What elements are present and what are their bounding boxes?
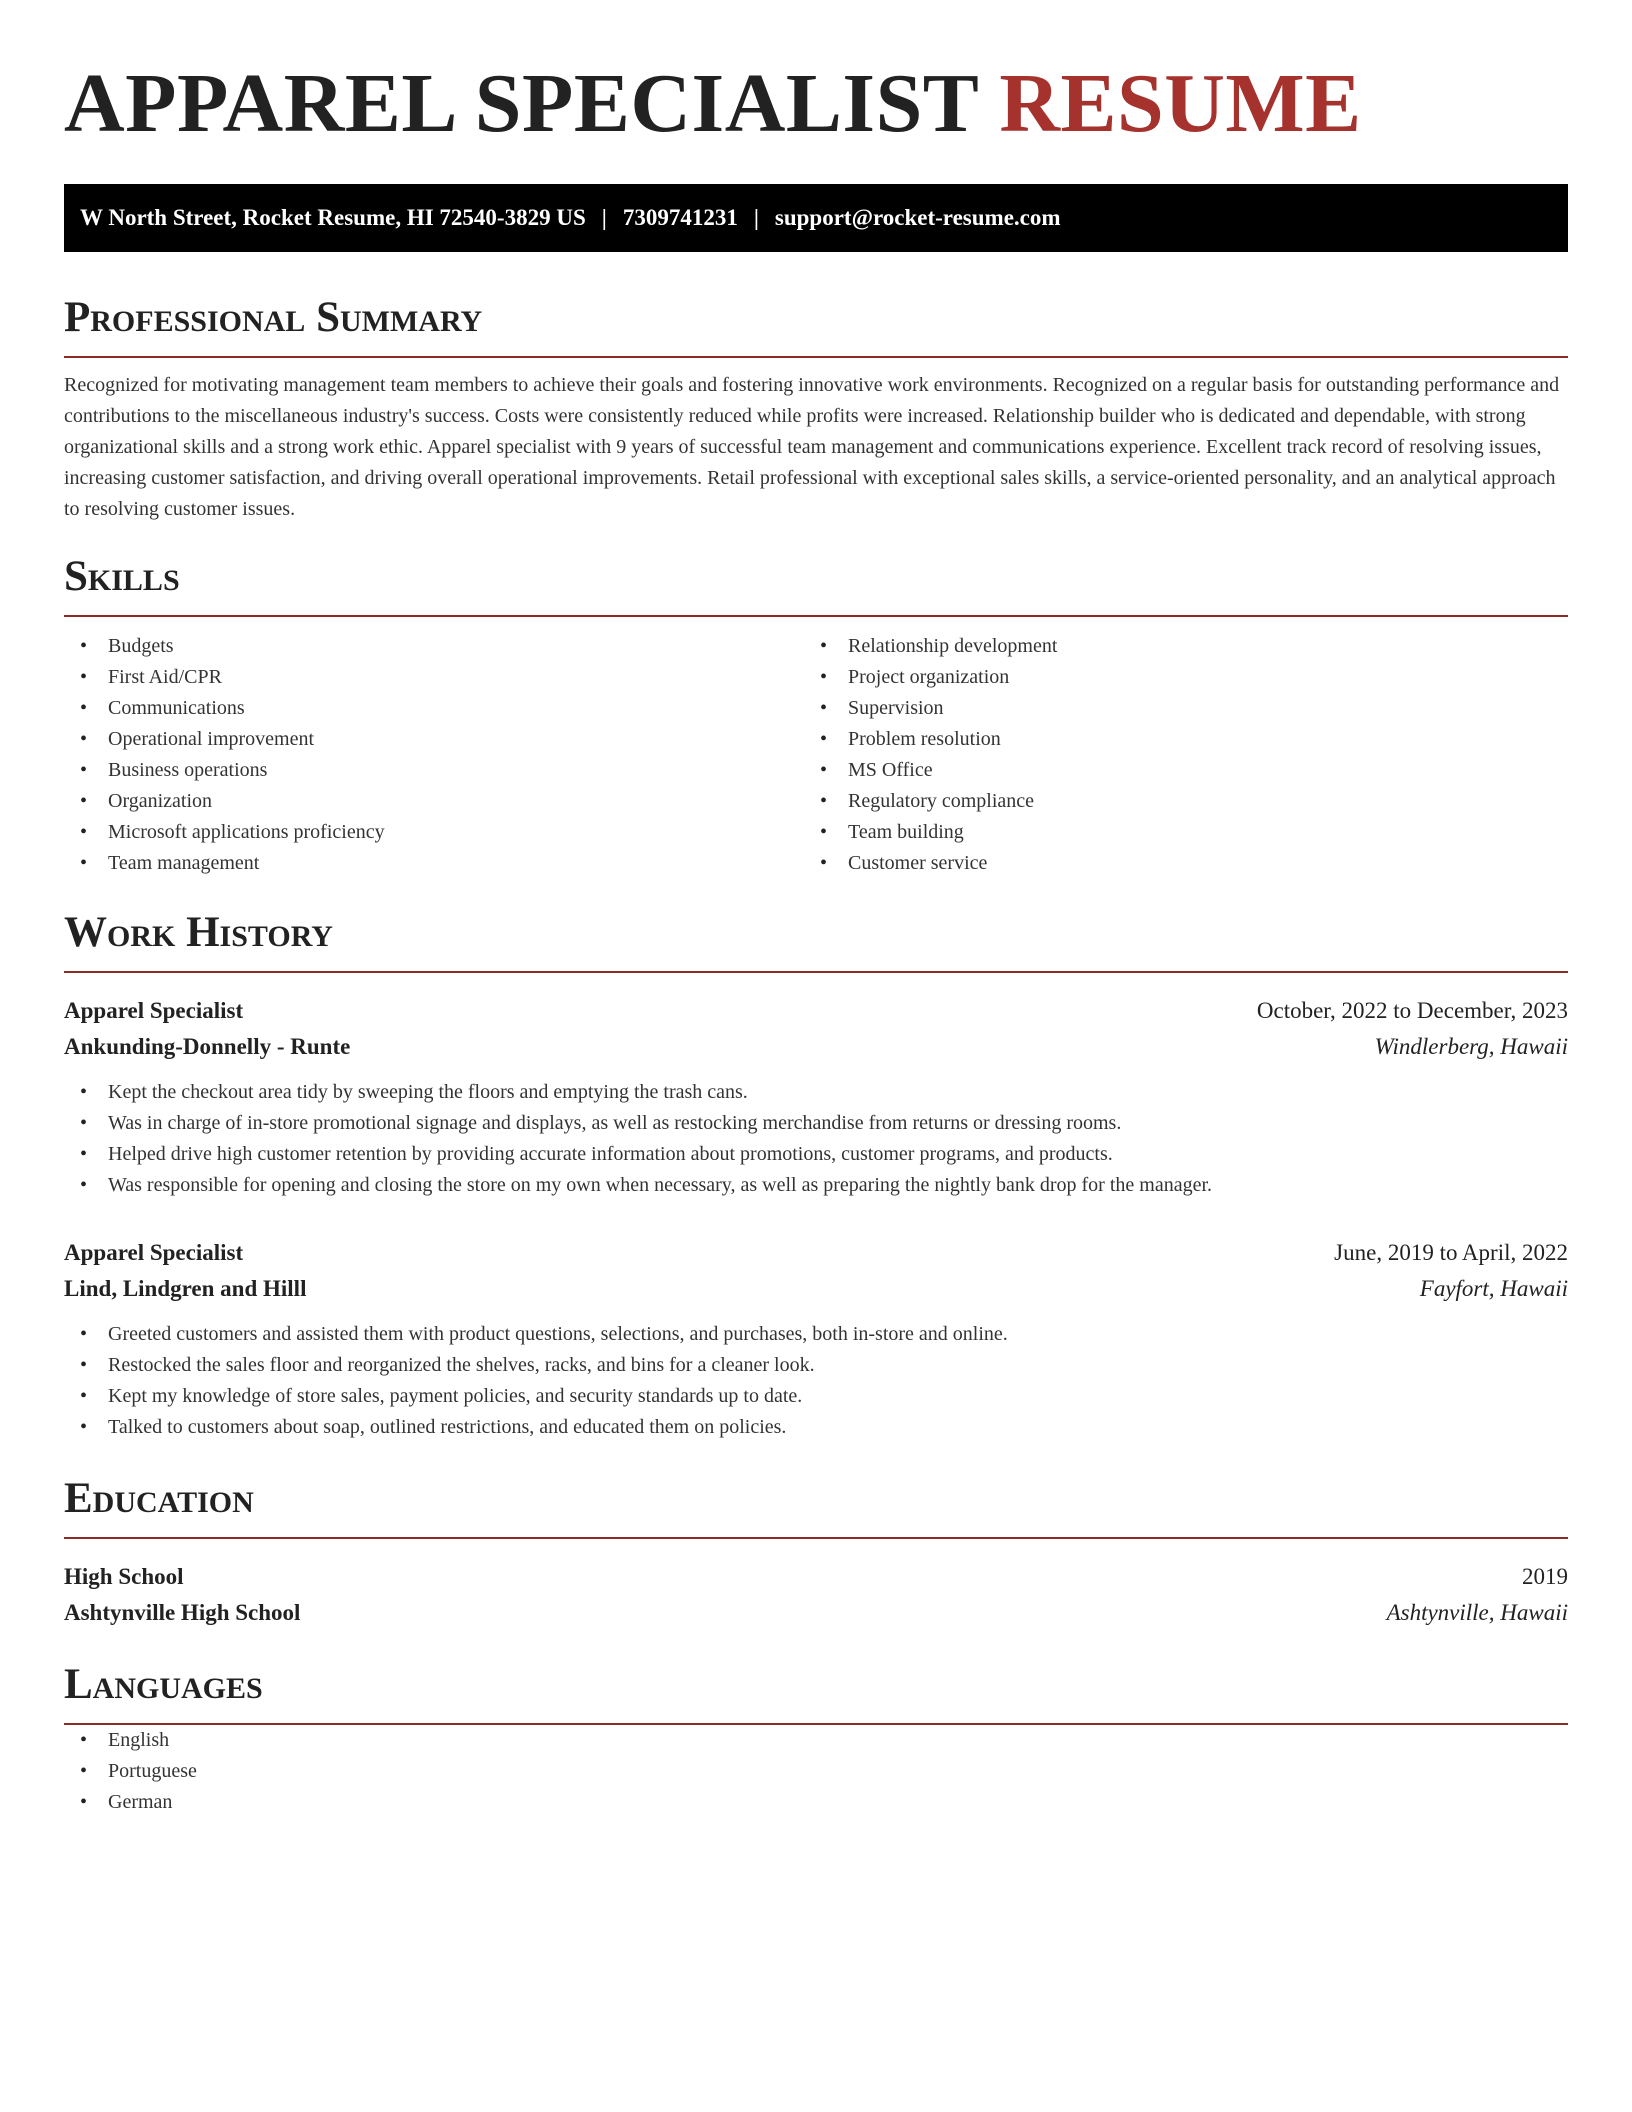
skill-item: • First Aid/CPR (64, 662, 804, 693)
contact-bar (64, 184, 1568, 252)
job-duty: • Kept my knowledge of store sales, payment policies, and security standards up to date. (64, 1381, 1568, 1412)
education-location: Ashtynville, Hawaii (1386, 1600, 1568, 1625)
job-entry (64, 1235, 1568, 1443)
skill-item: • Microsoft applications proficiency (64, 817, 804, 848)
skill-item: • Communications (64, 693, 804, 724)
job-company: Lind, Lindgren and Hilll (64, 1276, 307, 1301)
skill-item: • Supervision (804, 693, 1544, 724)
page-title (64, 52, 1568, 156)
job-duty: • Helped drive high customer retention by providing accurate information about promotions, customer programs, and products. (64, 1139, 1568, 1170)
title-accent: RESUME (999, 57, 1362, 150)
job-duty: • Greeted customers and assisted them with product questions, selections, and purchases, both in-store and online. (64, 1319, 1568, 1350)
education-entry (64, 1559, 1568, 1631)
job-location: Fayfort, Hawaii (1419, 1276, 1568, 1301)
contact-address: W North Street, Rocket Resume, HI 72540-3829 US (80, 205, 586, 230)
languages-list (64, 1725, 1568, 1818)
languages-heading: Languages (64, 1659, 1568, 1725)
education-school: Ashtynville High School (64, 1600, 301, 1625)
skill-item: • Business operations (64, 755, 804, 786)
job-duty: • Was in charge of in-store promotional signage and displays, as well as restocking merchandise from returns or dressing rooms. (64, 1108, 1568, 1139)
education-degree-row (64, 1559, 1568, 1595)
language-item: • Portuguese (64, 1756, 1568, 1787)
job-company-row (64, 1029, 1568, 1065)
title-main: APPAREL SPECIALIST (64, 57, 978, 150)
education-degree: High School (64, 1564, 184, 1589)
job-duty: • Talked to customers about soap, outlined restrictions, and educated them on policies. (64, 1412, 1568, 1443)
summary-text: Recognized for motivating management team members to achieve their goals and fostering innovative work environments. Recognized on a regular basis for outstanding performance and contributions to the miscellaneous industry's success. Costs were consistently reduced while profits were increased. Relationship builder who is dedicated and dependable, with strong organizational skills and a strong work ethic. Apparel specialist with 9 years of successful team management and communications experience. Excellent track record of resolving issues, increasing customer satisfaction, and driving overall operational improvements. Retail professional with exceptional sales skills, a service-oriented personality, and an analytical approach to resolving customer issues. (64, 374, 1560, 520)
contact-separator: | (601, 205, 607, 230)
education-heading: Education (64, 1473, 1568, 1539)
contact-separator: | (753, 205, 759, 230)
skill-item: • Relationship development (804, 631, 1544, 662)
job-dates: June, 2019 to April, 2022 (1334, 1240, 1568, 1265)
skill-item: • MS Office (804, 755, 1544, 786)
skill-item: • Problem resolution (804, 724, 1544, 755)
job-title-row (64, 993, 1568, 1029)
skills-list-left (64, 631, 804, 879)
job-duty: • Restocked the sales floor and reorganized the shelves, racks, and bins for a cleaner look. (64, 1350, 1568, 1381)
work-history-heading: Work History (64, 907, 1568, 973)
contact-phone: 7309741231 (622, 205, 738, 230)
language-item: • German (64, 1787, 1568, 1818)
language-item: • English (64, 1725, 1568, 1756)
skill-item: • Operational improvement (64, 724, 804, 755)
job-duty: • Kept the checkout area tidy by sweeping the floors and emptying the trash cans. (64, 1077, 1568, 1108)
job-dates: October, 2022 to December, 2023 (1256, 998, 1568, 1023)
education-year: 2019 (1522, 1564, 1568, 1589)
job-location: Windlerberg, Hawaii (1374, 1034, 1568, 1059)
job-duties-list (64, 1319, 1568, 1443)
skill-item: • Team building (804, 817, 1544, 848)
skills-column-right (804, 631, 1544, 879)
job-title: Apparel Specialist (64, 998, 244, 1023)
skills-heading: Skills (64, 551, 1568, 617)
job-entry (64, 993, 1568, 1201)
skill-item: • Customer service (804, 848, 1544, 879)
skills-column-left (64, 631, 804, 879)
job-title-row (64, 1235, 1568, 1271)
job-title: Apparel Specialist (64, 1240, 244, 1265)
skill-item: • Budgets (64, 631, 804, 662)
skill-item: • Regulatory compliance (804, 786, 1544, 817)
job-duty: • Was responsible for opening and closing the store on my own when necessary, as well as preparing the nightly bank drop for the manager. (64, 1170, 1568, 1201)
skill-item: • Team management (64, 848, 804, 879)
contact-email: support@rocket-resume.com (774, 205, 1061, 230)
job-company-row (64, 1271, 1568, 1307)
skills-grid (64, 631, 1568, 879)
job-company: Ankunding-Donnelly - Runte (64, 1034, 351, 1059)
education-school-row (64, 1595, 1568, 1631)
skill-item: • Organization (64, 786, 804, 817)
job-duties-list (64, 1077, 1568, 1201)
summary-heading: Professional Summary (64, 292, 1568, 358)
skills-list-right (804, 631, 1544, 879)
skill-item: • Project organization (804, 662, 1544, 693)
